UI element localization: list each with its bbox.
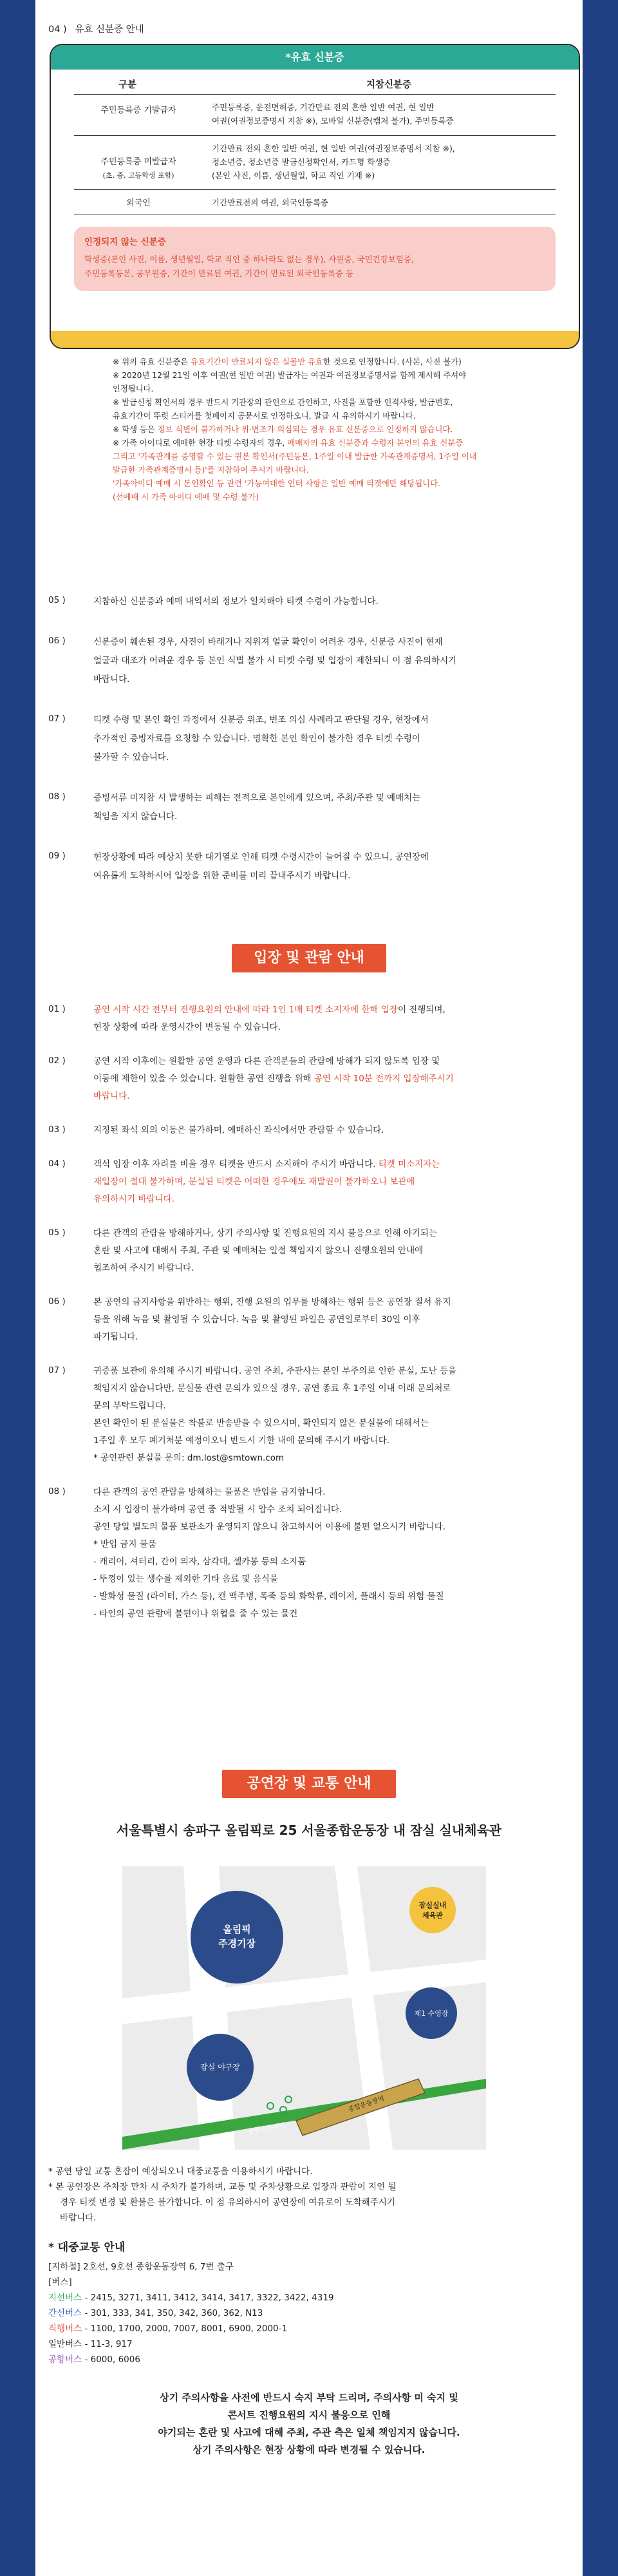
item-text-segment: 신분증이 훼손된 경우, 사진이 바래거나 지워져 얼굴 확인이 어려운 경우, 신분증 사진이 현재 <box>93 637 443 647</box>
item-number: 08 ) <box>48 791 66 802</box>
note-line: * 본 공연장은 주차장 만차 시 주차가 불가하며, 교통 및 주차상황으로 입장과 관람이 지연 될 <box>48 2182 397 2192</box>
item-number: 07 ) <box>48 1365 66 1376</box>
item-number: 05 ) <box>48 595 66 605</box>
item-text <box>93 1001 566 1036</box>
item-text-segment: 여유롭게 도착하시어 입장을 위한 준비를 미리 끝내주시기 바랍니다. <box>93 871 351 881</box>
item-text-segment: 책임을 지지 않습니다. <box>93 811 178 822</box>
subway-info: 2호선, 9호선 종합운동장역 6, 7번 출구 <box>82 2262 234 2272</box>
item-number: 06 ) <box>48 1296 66 1307</box>
desc-line: 청소년증, 청소년증 발급신청확인서, 카드형 학생증 <box>212 157 391 167</box>
item-text-segment: 소지 시 입장이 불가하며 공연 중 적발될 시 압수 조치 되어집니다. <box>93 1504 342 1515</box>
item-line <box>93 1432 566 1450</box>
row-label: 외국인 <box>126 198 151 208</box>
valid-id-card <box>50 44 580 349</box>
item-highlight: 바랍니다. <box>93 1091 130 1101</box>
note-highlight: 발급한 가족관계증명서 등)'를 지참하여 주시기 바랍니다. <box>113 466 309 475</box>
item-line <box>93 1605 566 1623</box>
item-highlight: 티켓 미소지자는 <box>378 1159 440 1170</box>
footer-line: 콘서트 진행요원의 지시 불응으로 인해 <box>227 2409 391 2421</box>
item-line <box>93 1536 566 1553</box>
divider <box>74 135 556 136</box>
map-label-indoor-2: 체육관 <box>422 1911 443 1920</box>
note-line <box>113 410 576 423</box>
divider <box>74 189 556 190</box>
note-line <box>113 396 576 410</box>
subway-line <box>48 2259 570 2275</box>
note-line <box>113 450 576 464</box>
bus-line <box>48 2321 570 2336</box>
item-text <box>93 1122 566 1139</box>
item-number: 05 ) <box>48 1227 66 1238</box>
invalid-id-title: 인정되지 않는 신분증 <box>84 237 166 247</box>
item-number: 09 ) <box>48 851 66 861</box>
item-highlight: 공연 시작 10분 전까지 입장해주시기 <box>314 1074 454 1084</box>
item-text-segment: 지참하신 신분증과 예매 내역서의 정보가 일치해야 티켓 수령이 가능합니다. <box>93 596 379 607</box>
item-number: 01 ) <box>48 1004 66 1014</box>
item-line <box>93 1397 566 1415</box>
item-text-segment: - 발화성 물질 (라이터, 가스 등), 캔 맥주병, 폭죽 등의 화학류, 레이저, 플래시 등의 위험 물질 <box>93 1591 444 1602</box>
item-text-segment: 협조하여 주시기 바랍니다. <box>93 1263 194 1273</box>
item-text <box>93 711 566 767</box>
column-header-ids: 지참신분증 <box>366 80 412 90</box>
row-label: 주민등록증 미발급자 <box>100 157 176 167</box>
item-line <box>93 848 566 867</box>
footer-line: 상기 주의사항을 사전에 반드시 숙지 부탁 드리며, 주의사항 미 숙지 및 <box>160 2392 458 2403</box>
item-text <box>93 633 566 689</box>
item-highlight: 재입장이 절대 불가하며, 분실된 티켓은 어떠한 경우에도 재발권이 불가하오니 보관에 <box>93 1177 415 1187</box>
item-text <box>93 789 566 826</box>
item-line <box>93 748 566 767</box>
bus-line <box>48 2336 570 2352</box>
note-line: 바랍니다. <box>60 2213 97 2223</box>
banner-venue: 공연장 및 교통 안내 <box>222 1770 396 1798</box>
item-text-segment: * 공연관련 분실물 문의: dm.lost@smtown.com <box>93 1453 285 1463</box>
item-highlight: 공연 시작 시간 전부터 진행요원의 안내에 따라 1인 1매 티켓 소지자에 한해 입장 <box>93 1005 398 1015</box>
item-text-segment: 바랍니다. <box>93 674 130 685</box>
notice-page <box>35 0 583 2576</box>
item-line <box>93 1156 566 1173</box>
item-line <box>93 1191 566 1208</box>
bus-type: 간선버스 <box>48 2308 82 2318</box>
item-line <box>93 1450 566 1467</box>
item-text-segment: 귀중품 보관에 유의해 주시기 바랍니다. 공연 주최, 주관사는 본인 부주의로 인한 분실, 도난 등을 <box>93 1366 457 1376</box>
item-line <box>93 633 566 652</box>
item-line <box>93 1571 566 1588</box>
item-text <box>93 848 566 886</box>
section-title: 유효 신분증 안내 <box>75 24 144 35</box>
item-text <box>93 1156 566 1208</box>
note-text: 인정됩니다. <box>113 384 154 393</box>
map-label-station: 종합운동장역 <box>347 2095 386 2114</box>
desc-line: 주민등록등본, 공무원증, 기간이 만료된 여권, 기간이 만료된 외국인등록증 등 <box>84 269 354 278</box>
item-number: 06 ) <box>48 636 66 646</box>
map-label-stadium: 올림픽 <box>223 1924 251 1935</box>
item-text-segment: 다른 관객의 관람을 방해하거나, 상기 주의사항 및 진행요원의 지시 불응으로 인해 야기되는 <box>93 1228 438 1238</box>
bus-label: [버스] <box>48 2277 72 2287</box>
item-line <box>93 867 566 886</box>
transit-title: * 대중교통 안내 <box>48 2241 126 2254</box>
note-text: 유효기간이 뚜렷 스티커를 첫페이지 공문서로 인정하오니, 발급 시 유의하시기 바랍니다. <box>113 412 416 421</box>
venue-map <box>122 1866 486 2150</box>
note-line <box>113 369 576 383</box>
item-text-segment: 혼란 및 사고에 대해서 주최, 주관 및 예매처는 일절 책임지지 않으니 진행요원의 안내에 <box>93 1245 424 1256</box>
desc-line: 기간만료 전의 흔한 일반 여권, 현 일반 여권(여권정보증명서 지참 ※), <box>212 144 455 153</box>
item-text-segment: - 타인의 공연 관람에 불편이나 위협을 줄 수 있는 물건 <box>93 1609 298 1619</box>
bus-list <box>48 2290 570 2367</box>
note-line <box>113 383 576 396</box>
note-highlight: 예매자의 유효 신분증과 수령자 본인의 유효 신분증 <box>287 439 464 448</box>
bus-routes: - 11-3, 917 <box>82 2339 133 2349</box>
invalid-id-box <box>74 227 556 291</box>
bus-type: 공항버스 <box>48 2354 82 2365</box>
valid-id-notes <box>113 355 576 504</box>
desc-line: 학생증(본인 사진, 이름, 생년월일, 학교 직인 중 하나라도 없는 경우), 사원증, 국민건강보험증, <box>84 254 415 264</box>
item-text <box>93 1225 566 1277</box>
item-text-segment: * 반입 금지 물품 <box>93 1539 156 1549</box>
bus-line <box>48 2306 570 2321</box>
bus-line <box>48 2290 570 2306</box>
item-number: 07 ) <box>48 714 66 724</box>
note-line <box>113 423 576 437</box>
item-line <box>93 670 566 689</box>
bus-line <box>48 2352 570 2367</box>
item-text-segment: - 뚜껑이 있는 생수를 제외한 기타 음료 및 음식물 <box>93 1574 278 1584</box>
item-number: 08 ) <box>48 1486 66 1497</box>
item-line <box>93 1311 566 1329</box>
invalid-id-desc <box>84 252 414 281</box>
item-text-segment: 티켓 수령 및 본인 확인 과정에서 신분증 위조, 변조 의심 사례라고 판단될 경우, 현장에서 <box>93 715 429 725</box>
footer-line: 야기되는 혼란 및 사고에 대해 주최, 주관 측은 일체 책임지지 않습니다. <box>158 2427 460 2438</box>
venue-title: 서울특별시 송파구 올림픽로 25 서울종합운동장 내 잠실 실내체육관 <box>116 1823 502 1838</box>
note-highlight: 정보 식별이 불가하거나 위·변조가 의심되는 경우 유효 신분증으로 인정하지 않습니다. <box>157 425 453 434</box>
desc-line: 기간만료전의 여권, 외국인등록증 <box>212 198 328 207</box>
item-text-segment: 이동에 제한이 있을 수 있습니다. 원활한 공연 진행을 위해 <box>93 1074 314 1084</box>
banner-entry: 입장 및 관람 안내 <box>232 944 386 972</box>
item-line <box>93 1501 566 1519</box>
item-line <box>93 1122 566 1139</box>
item-text-segment: 문의 부탁드립니다. <box>93 1401 166 1411</box>
item-line <box>93 1363 566 1380</box>
note-text: 한 것으로 인정합니다. (사본, 사진 불가) <box>323 357 462 366</box>
note-line <box>113 491 576 504</box>
item-line <box>93 1088 566 1105</box>
item-text <box>93 1294 566 1346</box>
item-number: 03 ) <box>48 1124 66 1135</box>
note-highlight: '가족아이디 예매 시 본인확인 등 관련 '가능여대한 인터 사항은 일반 예매 티켓에만 해당됩니다. <box>113 479 440 488</box>
section-04-heading <box>48 22 144 37</box>
item-line <box>93 1001 566 1019</box>
item-line <box>93 808 566 826</box>
item-line <box>93 1519 566 1536</box>
item-text <box>93 1484 566 1623</box>
item-text-segment: 이 진행되며, <box>397 1005 445 1015</box>
row-sublabel: (초, 중, 고등학생 포함) <box>102 171 174 180</box>
item-line <box>93 1553 566 1571</box>
bus-routes: - 6000, 6006 <box>82 2354 140 2365</box>
item-text-segment: 공연 당일 별도의 물품 보관소가 운영되지 않으니 참고하시어 이용에 불편 없으시기 바랍니다. <box>93 1522 446 1532</box>
item-line <box>93 1329 566 1346</box>
transit-notes <box>48 2164 570 2226</box>
row-label: 주민등록증 기발급자 <box>100 106 176 115</box>
map-label-stadium-2: 주경기장 <box>218 1938 256 1949</box>
row-desc <box>212 100 559 128</box>
map-label-baseball: 잠실 야구장 <box>200 2063 240 2072</box>
item-text <box>93 1363 566 1467</box>
item-line <box>93 1588 566 1605</box>
bus-routes: - 1100, 1700, 2000, 7007, 8001, 6900, 2000-1 <box>82 2324 288 2334</box>
item-line <box>93 1242 566 1260</box>
item-text-segment: 본인 확인이 된 분실물은 착불로 반송받을 수 있으시며, 확인되지 않은 분실물에 대해서는 <box>93 1418 429 1428</box>
item-line <box>93 1380 566 1397</box>
card-footer-band <box>51 331 579 348</box>
footer-notice <box>42 2389 576 2459</box>
item-line <box>93 1294 566 1311</box>
item-number: 04 ) <box>48 1159 66 1169</box>
item-line <box>93 1070 566 1088</box>
desc-line: 여권(여권정보증명서 지참 ※), 모바일 신분증(캡처 불가), 주민등록증 <box>212 116 454 126</box>
bus-routes: - 2415, 3271, 3411, 3412, 3414, 3417, 3322, 3422, 4319 <box>82 2293 334 2303</box>
note-line: 경우 티켓 변경 및 환불은 불가합니다. 이 점 유의하시어 공연장에 여유로이 도착해주시기 <box>60 2197 395 2208</box>
desc-line: (본인 사진, 이름, 생년월일, 학교 직인 기재 ※) <box>212 171 375 180</box>
note-highlight: (선예매 시 가족 아이디 예매 및 수령 불가) <box>113 493 259 502</box>
item-text-segment: 지정된 좌석 외의 이동은 불가하며, 예매하신 좌석에서만 관람할 수 있습니다. <box>93 1125 384 1135</box>
item-text-segment: 공연 시작 이후에는 원활한 공연 운영과 다른 관객분들의 관람에 방해가 되지 않도록 입장 및 <box>93 1056 440 1066</box>
map-label-station-line: 종합운동장역 <box>248 2122 286 2136</box>
note-text: ※ 발급신청 확인서의 경우 반드시 기관장의 관인으로 간인하고, 사진을 포함한 인적사항, 발급번호, <box>113 398 453 407</box>
footer-line: 상기 주의사항은 현장 상황에 따라 변경될 수 있습니다. <box>192 2444 426 2456</box>
item-text-segment: 등을 위해 녹음 및 촬영될 수 있습니다. 녹음 및 촬영된 파일은 공연일로부터 30일 이후 <box>93 1314 420 1325</box>
item-text <box>93 1053 566 1105</box>
transit-list <box>48 2259 570 2367</box>
section-num: 04 ) <box>48 24 67 35</box>
item-text <box>93 592 566 611</box>
bus-type: 지선버스 <box>48 2293 82 2303</box>
item-line <box>93 652 566 670</box>
note-line: * 공연 당일 교통 혼잡이 예상되오니 대중교통을 이용하시기 바랍니다. <box>48 2166 313 2177</box>
note-text: ※ 학생 등은 <box>113 425 158 434</box>
item-line <box>93 592 566 611</box>
item-text-segment: 객석 입장 이후 자리를 비울 경우 티켓을 반드시 소지해야 주시기 바랍니다. <box>93 1159 379 1170</box>
item-text-segment: 본 공연의 금지사항을 위반하는 행위, 진행 요원의 업무를 방해하는 행위 등은 공연장 질서 유지 <box>93 1297 451 1307</box>
note-highlight: 유효기간이 만료되지 않은 실물만 유효 <box>190 357 323 366</box>
note-line <box>113 437 576 450</box>
item-line <box>93 1225 566 1242</box>
item-text-segment: 1주일 후 모두 폐기처분 예정이오니 반드시 기한 내에 문의해 주시기 바랍니다. <box>93 1435 390 1446</box>
item-text-segment: 얼굴과 대조가 어려운 경우 등 본인 식별 불가 시 티켓 수령 및 입장이 제한되니 이 점 유의하시기 <box>93 656 457 666</box>
item-line <box>93 1260 566 1277</box>
item-line <box>93 789 566 808</box>
bus-type: 직행버스 <box>48 2324 82 2334</box>
item-number: 02 ) <box>48 1056 66 1066</box>
item-line <box>93 711 566 730</box>
item-text-segment: 현장 상황에 따라 운영시간이 변동될 수 있습니다. <box>93 1022 281 1032</box>
divider <box>74 94 556 95</box>
subway-label: [지하철] <box>48 2262 80 2272</box>
item-text-segment: 불가할 수 있습니다. <box>93 752 169 762</box>
desc-line: 주민등록증, 운전면허증, 기간만료 전의 흔한 일반 여권, 현 일반 <box>212 102 435 112</box>
bus-routes: - 301, 333, 341, 350, 342, 360, 362, N13 <box>82 2308 263 2318</box>
note-line <box>113 355 576 369</box>
map-label-pool: 제1 수영장 <box>414 2009 449 2018</box>
item-line <box>93 1019 566 1036</box>
item-line <box>93 1415 566 1432</box>
item-text-segment: 현장상황에 따라 예상치 못한 대기열로 인해 티켓 수령시간이 늘어질 수 있으니, 공연장에 <box>93 852 429 862</box>
row-desc <box>212 142 559 182</box>
note-text: ※ 위의 유효 신분증은 <box>113 357 191 366</box>
item-text-segment: 다른 관객의 공연 관람을 방해하는 물품은 반입을 금지합니다. <box>93 1487 326 1497</box>
item-text-segment: 추가적인 증빙자료를 요청할 수 있습니다. 명확한 본인 확인이 불가한 경우 티켓 수령이 <box>93 734 420 744</box>
item-line <box>93 1173 566 1191</box>
item-text-segment: - 캐리어, 셔터리, 간이 의자, 삼각대, 셀카봉 등의 소지품 <box>93 1557 306 1567</box>
map-label-indoor: 잠실실내 <box>418 1901 447 1909</box>
bus-type: 일반버스 <box>48 2339 82 2349</box>
note-highlight: 그리고 '가족관계를 증명할 수 있는 원본 확인서(주민등본, 1주일 이내 발급한 가족관계증명서, 1주일 이내 <box>113 452 477 461</box>
column-header-type: 구분 <box>118 80 137 90</box>
item-line <box>93 1053 566 1070</box>
item-line <box>93 1484 566 1501</box>
item-line <box>93 730 566 748</box>
note-text: ※ 2020년 12월 21일 이후 여권(현 일반 여권) 발급자는 여권과 여권정보증명서를 함께 제시해 주셔야 <box>113 371 467 380</box>
note-text: ※ 가족 아이디로 예매한 현장 티켓 수령자의 경우, <box>113 439 288 448</box>
item-text-segment: 증빙서류 미지참 시 발생하는 피해는 전적으로 본인에게 있으며, 주최/주관 및 예매처는 <box>93 793 421 803</box>
item-text-segment: 책임지지 않습니다만, 분실물 관련 문의가 있으실 경우, 공연 종료 후 1주일 이내 이래 문의처로 <box>93 1383 451 1394</box>
valid-id-card-title: *유효 신분증 <box>51 45 579 70</box>
map-svg <box>122 1866 486 2150</box>
note-line <box>113 464 576 477</box>
item-highlight: 유의하시기 바랍니다. <box>93 1194 174 1204</box>
row-desc <box>212 196 559 209</box>
note-line <box>113 477 576 491</box>
item-text-segment: 파기됩니다. <box>93 1332 138 1342</box>
